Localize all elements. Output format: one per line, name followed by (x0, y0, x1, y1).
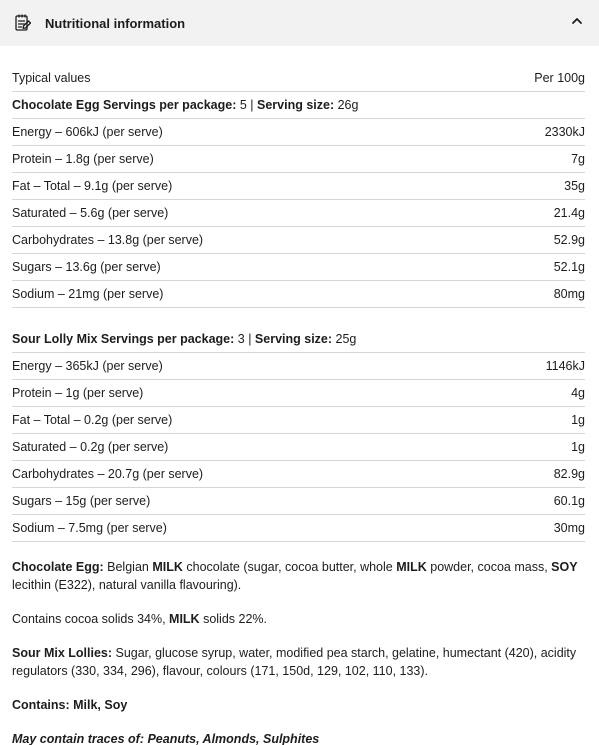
nutrition-notes-icon (13, 13, 33, 33)
nutrient-label: Protein – 1g (per serve) (12, 386, 144, 400)
section-heading (12, 326, 585, 353)
nutrient-value: 30mg (553, 521, 585, 535)
nutrient-value: 4g (571, 386, 585, 400)
chevron-up-icon[interactable] (569, 13, 585, 29)
chocolate-egg-ingredients (12, 558, 585, 594)
table-row (12, 461, 585, 488)
nutrient-label: Sodium – 7.5mg (per serve) (12, 521, 167, 535)
nutrient-label: Sugars – 15g (per serve) (12, 494, 151, 508)
nutrient-label: Carbohydrates – 13.8g (per serve) (12, 233, 204, 247)
serving-size-value: 25g (332, 332, 357, 346)
servings-label: Sour Lolly Mix Servings per package: (12, 332, 235, 346)
typical-values-label: Typical values (12, 71, 91, 85)
table-row (12, 227, 585, 254)
ingredient-text: lecithin (E322), natural vanilla flavouring). (12, 578, 242, 592)
ingredient-text: Contains cocoa solids 34%, (12, 612, 170, 626)
ingredient-text: Belgian (103, 560, 153, 574)
section-spacer (12, 308, 585, 326)
nutrient-label: Fat – Total – 9.1g (per serve) (12, 179, 173, 193)
nutrient-value: 1146kJ (545, 359, 585, 373)
nutrient-value: 21.4g (553, 206, 585, 220)
serving-size-label: Serving size: (257, 98, 335, 112)
ingredient-text: chocolate (sugar, cocoa butter, whole (182, 560, 397, 574)
nutrition-content (0, 65, 599, 745)
nutrient-value: 52.1g (553, 260, 585, 274)
nutrient-label: Saturated – 5.6g (per serve) (12, 206, 169, 220)
nutrient-label: Saturated – 0.2g (per serve) (12, 440, 169, 454)
egg-ingredients-label: Chocolate Egg: (12, 560, 104, 574)
servings-value: 5 | (236, 98, 257, 112)
accordion-title: Nutritional information (45, 15, 186, 31)
table-row (12, 200, 585, 227)
allergen-text: SOY (551, 560, 578, 574)
nutrient-label: Energy – 606kJ (per serve) (12, 125, 163, 139)
may-contain-traces: May contain traces of: Peanuts, Almonds, Sulphites (12, 732, 320, 745)
table-row (12, 488, 585, 515)
nutrient-value: 7g (571, 152, 585, 166)
table-row (12, 407, 585, 434)
nutrient-label: Sugars – 13.6g (per serve) (12, 260, 161, 274)
servings-value: 3 | (234, 332, 255, 346)
sour-mix-ingredients (12, 644, 585, 680)
contains-text: Contains: Milk, Soy (12, 698, 128, 712)
allergen-text: MILK (396, 560, 427, 574)
table-row (12, 515, 585, 542)
table-header-row (12, 65, 585, 92)
allergen-text: MILK (169, 612, 200, 626)
contains-allergens (12, 696, 585, 714)
nutrient-value: 2330kJ (544, 125, 585, 139)
table-row (12, 146, 585, 173)
ingredient-text: powder, cocoa mass, (426, 560, 552, 574)
nutrient-value: 80mg (553, 287, 585, 301)
ingredient-text: Sugar, glucose syrup, water, modified pea starch, gelatine, humectant (420), acidity regulators (330, 334, 296), flavour, colours (171, 150d, 129, 102, 110, 133). (12, 646, 577, 678)
table-row (12, 380, 585, 407)
nutrient-label: Carbohydrates – 20.7g (per serve) (12, 467, 204, 481)
table-row (12, 119, 585, 146)
nutrient-value: 52.9g (553, 233, 585, 247)
nutrient-label: Sodium – 21mg (per serve) (12, 287, 164, 301)
lollies-ingredients-label: Sour Mix Lollies: (12, 646, 113, 660)
table-row (12, 434, 585, 461)
serving-size-label: Serving size: (254, 332, 333, 346)
cocoa-solids-note (12, 610, 585, 628)
nutrient-value: 35g (564, 179, 585, 193)
nutrient-label: Energy – 365kJ (per serve) (12, 359, 163, 373)
servings-label: Chocolate Egg Servings per package: (12, 98, 237, 112)
nutrient-value: 82.9g (553, 467, 585, 481)
section-heading (12, 92, 585, 119)
nutrient-value: 1g (571, 413, 585, 427)
serving-size-value: 26g (334, 98, 359, 112)
allergen-text: MILK (152, 560, 183, 574)
per-100g-label: Per 100g (534, 71, 585, 85)
table-row (12, 173, 585, 200)
table-row (12, 254, 585, 281)
nutrient-label: Protein – 1.8g (per serve) (12, 152, 154, 166)
table-row (12, 281, 585, 308)
nutrient-value: 1g (571, 440, 585, 454)
table-row (12, 353, 585, 380)
ingredient-text: solids 22%. (199, 612, 267, 626)
nutrient-value: 60.1g (553, 494, 585, 508)
accordion-header[interactable] (0, 0, 599, 46)
nutrient-label: Fat – Total – 0.2g (per serve) (12, 413, 173, 427)
